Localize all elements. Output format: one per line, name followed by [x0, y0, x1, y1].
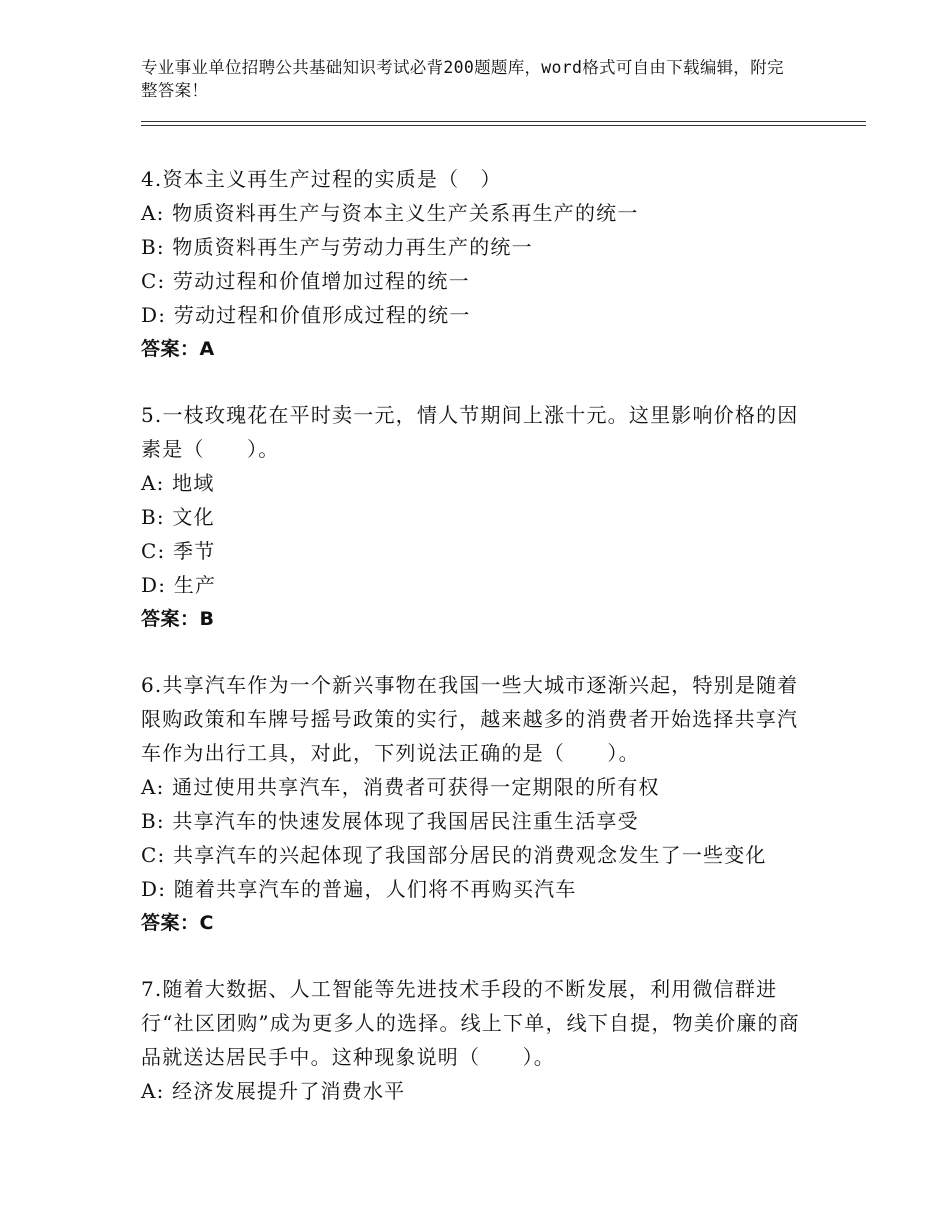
- question-list: [141, 162, 801, 1140]
- question-6: [141, 668, 801, 940]
- option-c: [141, 264, 801, 298]
- option-text: 文化: [172, 505, 215, 529]
- question-7: [141, 972, 801, 1108]
- option-text: 季节: [173, 539, 216, 563]
- option-text: 经济发展提升了消费水平: [172, 1079, 406, 1103]
- option-text: 共享汽车的快速发展体现了我国居民注重生活享受: [172, 809, 639, 833]
- option-key: D:: [141, 573, 167, 597]
- option-text: 劳动过程和价值增加过程的统一: [173, 269, 470, 293]
- option-text: 地域: [172, 471, 215, 495]
- option-a: [141, 196, 801, 230]
- option-d: [141, 298, 801, 332]
- option-key: C:: [141, 539, 166, 563]
- option-c: [141, 838, 801, 872]
- option-text: 物质资料再生产与资本主义生产关系再生产的统一: [172, 201, 639, 225]
- option-text: 劳动过程和价值形成过程的统一: [173, 303, 471, 327]
- option-text: 物质资料再生产与劳动力再生产的统一: [172, 235, 533, 259]
- answer-label: 答案：C: [141, 912, 214, 934]
- header-divider-bottom: [141, 125, 866, 126]
- option-key: D:: [141, 303, 167, 327]
- document-header: 专业事业单位招聘公共基础知识考试必背200题题库，word格式可自由下载编辑，附完整答案！: [141, 58, 784, 100]
- option-b: [141, 804, 801, 838]
- option-a: [141, 1074, 801, 1108]
- option-key: A:: [141, 775, 165, 799]
- answer-label: 答案：A: [141, 338, 215, 360]
- question-4: [141, 162, 801, 366]
- option-text: 共享汽车的兴起体现了我国部分居民的消费观念发生了一些变化: [173, 843, 767, 867]
- option-d: [141, 872, 801, 906]
- option-text: 随着共享汽车的普遍，人们将不再购买汽车: [173, 877, 577, 901]
- option-b: [141, 500, 801, 534]
- option-key: A:: [141, 471, 165, 495]
- option-key: A:: [141, 1079, 165, 1103]
- option-text: 通过使用共享汽车，消费者可获得一定期限的所有权: [172, 775, 660, 799]
- option-key: C:: [141, 843, 166, 867]
- option-b: [141, 230, 801, 264]
- option-key: C:: [141, 269, 166, 293]
- option-key: D:: [141, 877, 167, 901]
- question-5: [141, 398, 801, 636]
- header-divider-top: [141, 121, 866, 122]
- option-key: A:: [141, 201, 165, 225]
- option-key: B:: [141, 809, 165, 833]
- option-a: [141, 770, 801, 804]
- option-c: [141, 534, 801, 568]
- option-key: B:: [141, 235, 165, 259]
- question-stem: 4.资本主义再生产过程的实质是（ ）: [141, 167, 502, 191]
- option-key: B:: [141, 505, 165, 529]
- option-a: [141, 466, 801, 500]
- option-d: [141, 568, 801, 602]
- option-text: 生产: [173, 573, 217, 597]
- answer-label: 答案：B: [141, 608, 215, 630]
- question-stem: 5.一枝玫瑰花在平时卖一元，情人节期间上涨十元。这里影响价格的因素是（ ）。: [141, 403, 799, 461]
- question-stem: 7.随着大数据、人工智能等先进技术手段的不断发展，利用微信群进行“社区团购”成为更多人的选择。线上下单，线下自提，物美价廉的商品就送达居民手中。这种现象说明（ ）。: [141, 977, 800, 1069]
- question-stem: 6.共享汽车作为一个新兴事物在我国一些大城市逐渐兴起，特别是随着限购政策和车牌号摇号政策的实行，越来越多的消费者开始选择共享汽车作为出行工具，对此，下列说法正确的是（ ）。: [141, 673, 799, 765]
